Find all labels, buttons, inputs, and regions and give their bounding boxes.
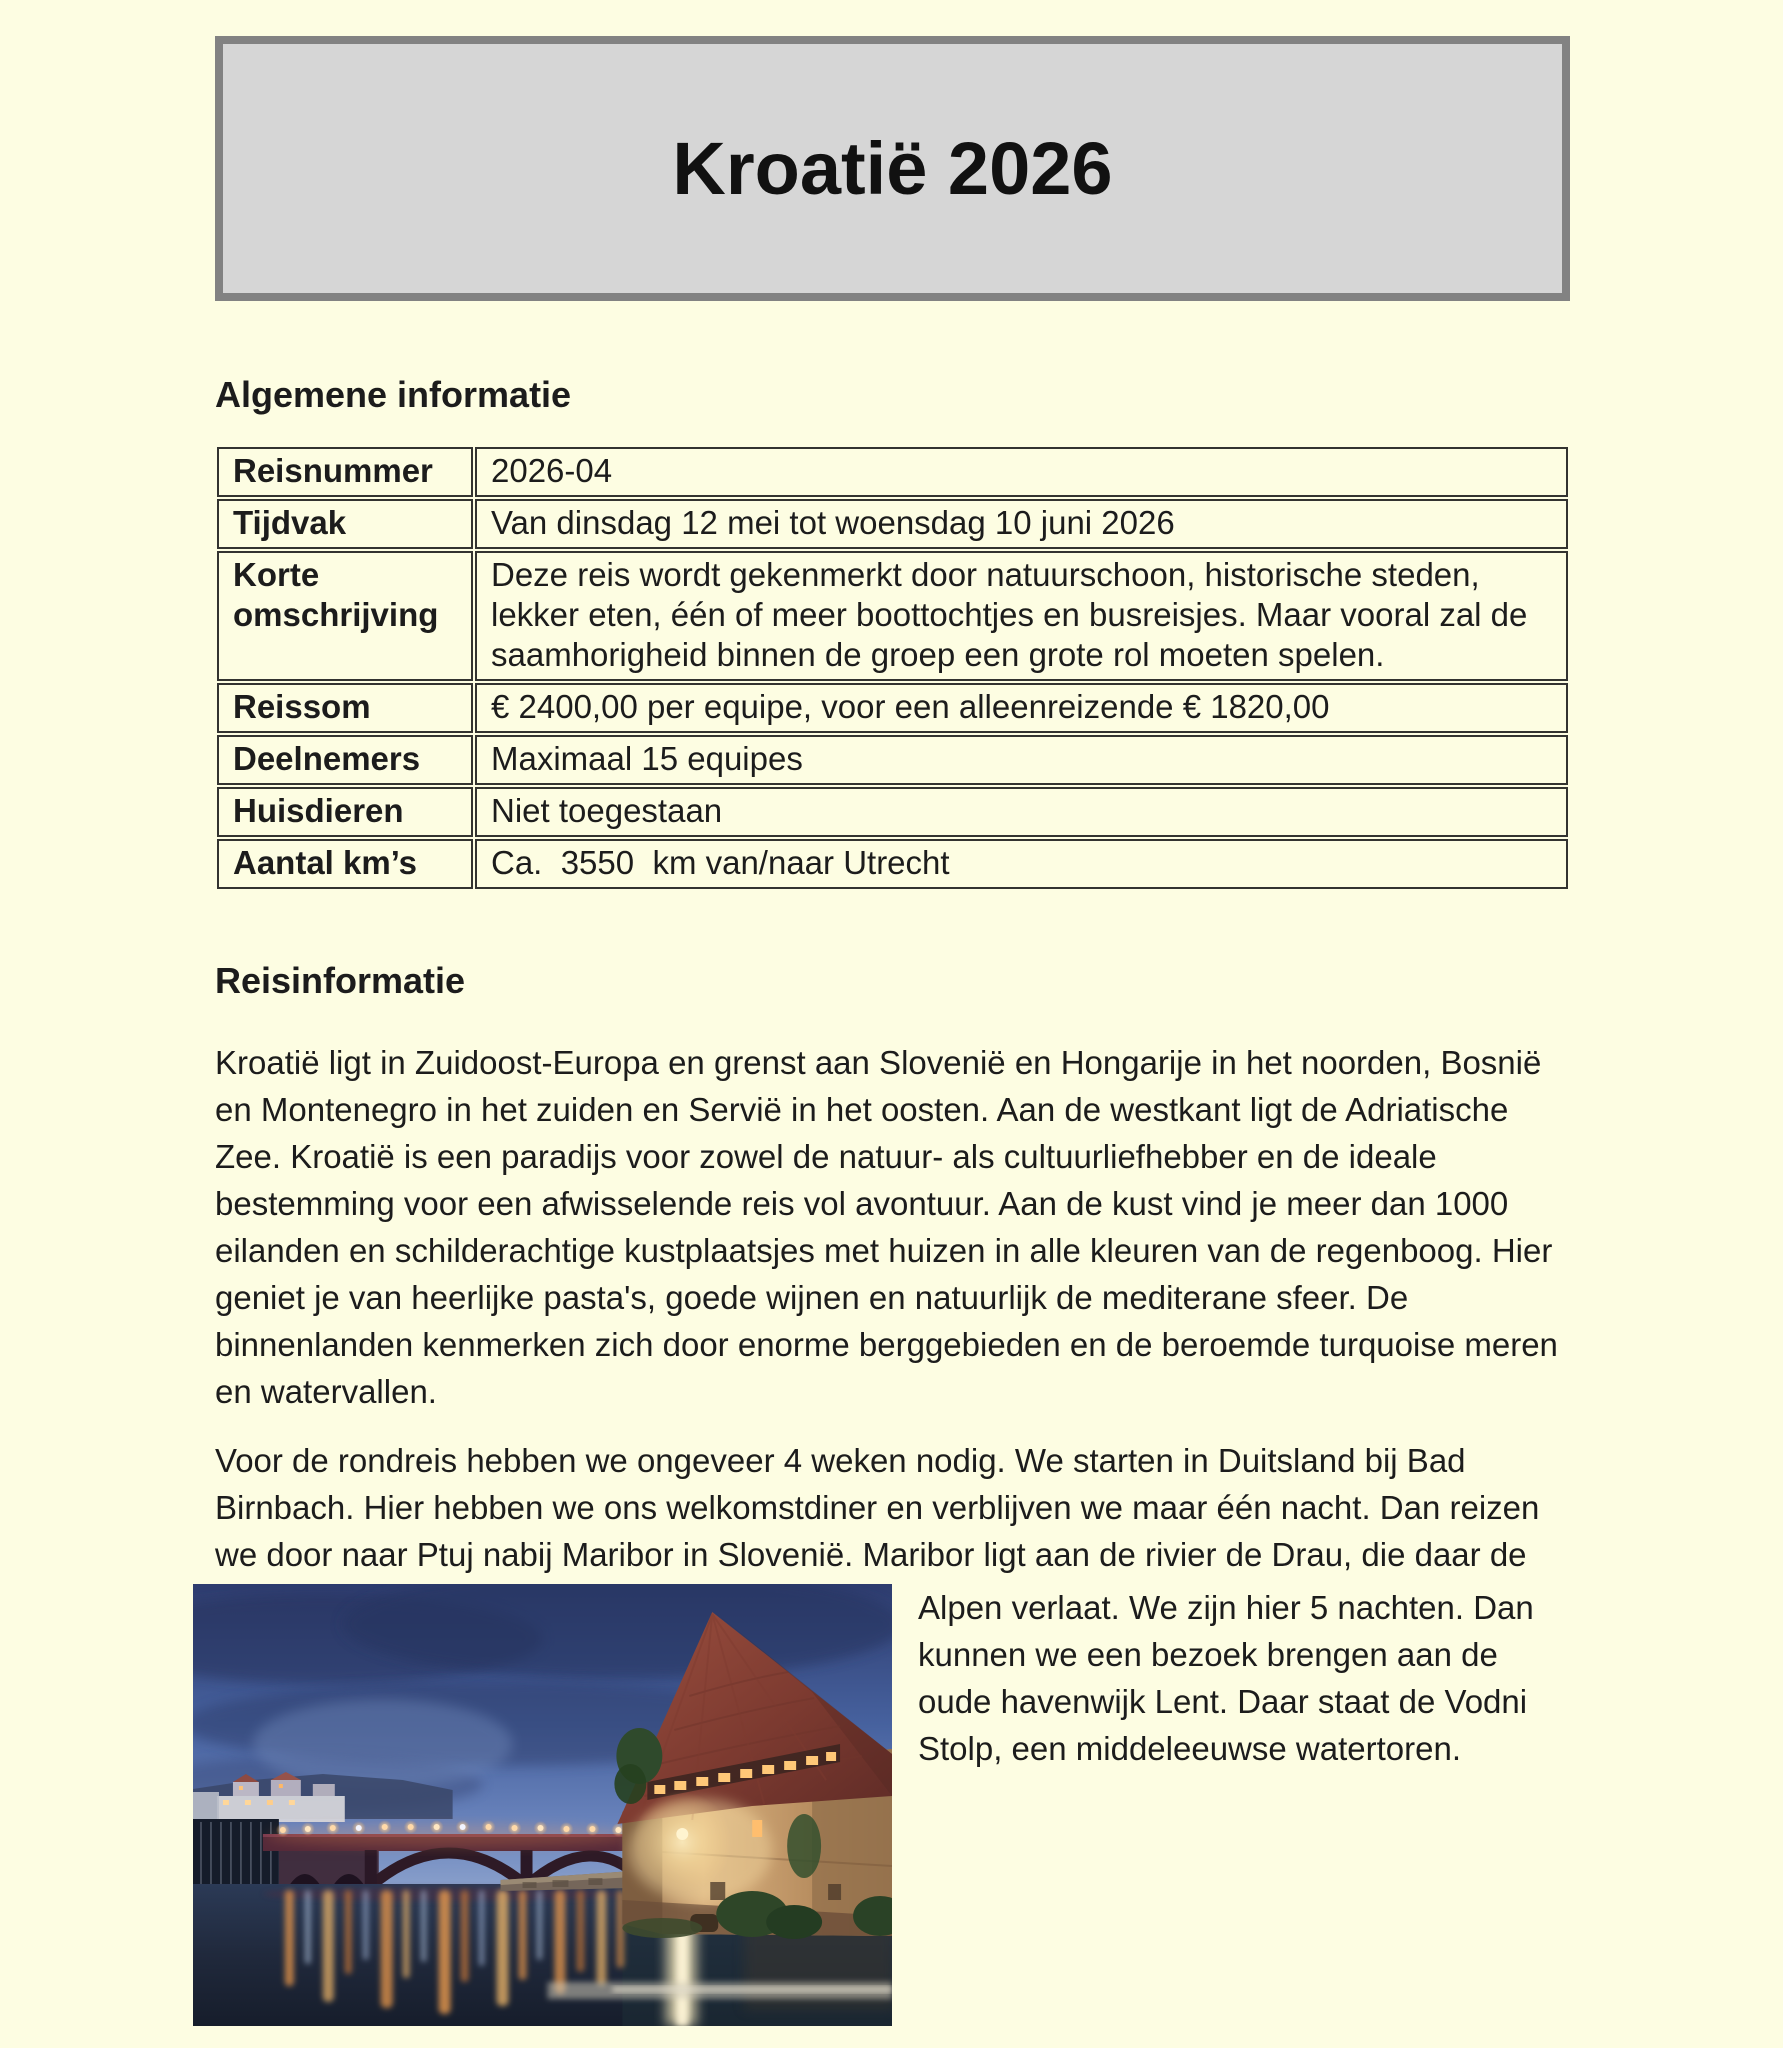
row-label: Tijdvak: [217, 499, 473, 549]
row-label: Korte omschrijving: [217, 551, 473, 681]
row-value: Van dinsdag 12 mei tot woensdag 10 juni 2026: [475, 499, 1568, 549]
heading-algemene-informatie: Algemene informatie: [215, 374, 572, 415]
travel-paragraph-1: Kroatië ligt in Zuidoost-Europa en grenst aan Slovenië en Hongarije in het noorden, Bosnië en Montenegro in het zuiden en Servië in het oosten. Aan de westkant ligt de Adriatische Zee. Kroatië is een paradijs voor zowel de natuur- als cultuurliefhebber en de ideale bestemming voor een afwisselende reis vol avontuur. Aan de kust vind je meer dan 1000 eilanden en schilderachtige kustplaatsjes met huizen in alle kleuren van de regenboog. Hier geniet je van heerlijke pasta's, goede wijnen en natuurlijk de mediterane sfeer. De binnenlanden kenmerken zich door enorme berggebieden en de beroemde turquoise meren en watervallen.: [215, 1044, 1558, 1410]
document-title: Kroatië 2026: [672, 127, 1113, 210]
photo-vodni-stolp-maribor-night: [193, 1584, 892, 2026]
row-label: Deelnemers: [217, 735, 473, 785]
row-label: Aantal km’s: [217, 839, 473, 889]
row-value: Deze reis wordt gekenmerkt door natuurschoon, historische steden, lekker eten, één of meer boottochtjes en busreisjes. Maar vooral zal de saamhorigheid binnen de groep een grote rol moeten spelen.: [475, 551, 1568, 681]
travel-paragraph-2-wrapped: Alpen verlaat. We zijn hier 5 nachten. Dan kunnen we een bezoek brengen aan de oude havenwijk Lent. Daar staat de Vodni Stolp, een middeleeuwse watertoren.: [918, 1589, 1534, 1767]
table-row: [217, 499, 1568, 549]
table-row: [217, 551, 1568, 681]
row-label: Reisnummer: [217, 447, 473, 497]
travel-paragraph-2-intro: Voor de rondreis hebben we ongeveer 4 weken nodig. We starten in Duitsland bij Bad Birnbach. Hier hebben we ons welkomstdiner en verblijven we maar één nacht. Dan reizen we door naar Ptuj nabij Maribor in Slovenië. Maribor ligt aan de rivier de Drau, die daar de: [215, 1442, 1540, 1573]
row-label: Huisdieren: [217, 787, 473, 837]
table-row: [217, 839, 1568, 889]
general-info-table: [215, 445, 1570, 891]
table-row: [217, 683, 1568, 733]
row-label: Reissom: [217, 683, 473, 733]
row-value: Maximaal 15 equipes: [475, 735, 1568, 785]
table-row: [217, 787, 1568, 837]
photo-and-wrapped-text: [215, 1584, 1570, 2036]
table-row: [217, 447, 1568, 497]
row-value: 2026-04: [475, 447, 1568, 497]
row-value: Ca. 3550 km van/naar Utrecht: [475, 839, 1568, 889]
photo-illustration: [193, 1584, 892, 2026]
title-banner: [215, 36, 1570, 301]
heading-reisinformatie: Reisinformatie: [215, 960, 466, 1001]
row-value: Niet toegestaan: [475, 787, 1568, 837]
row-value: € 2400,00 per equipe, voor een alleenreizende € 1820,00: [475, 683, 1568, 733]
table-row: [217, 735, 1568, 785]
